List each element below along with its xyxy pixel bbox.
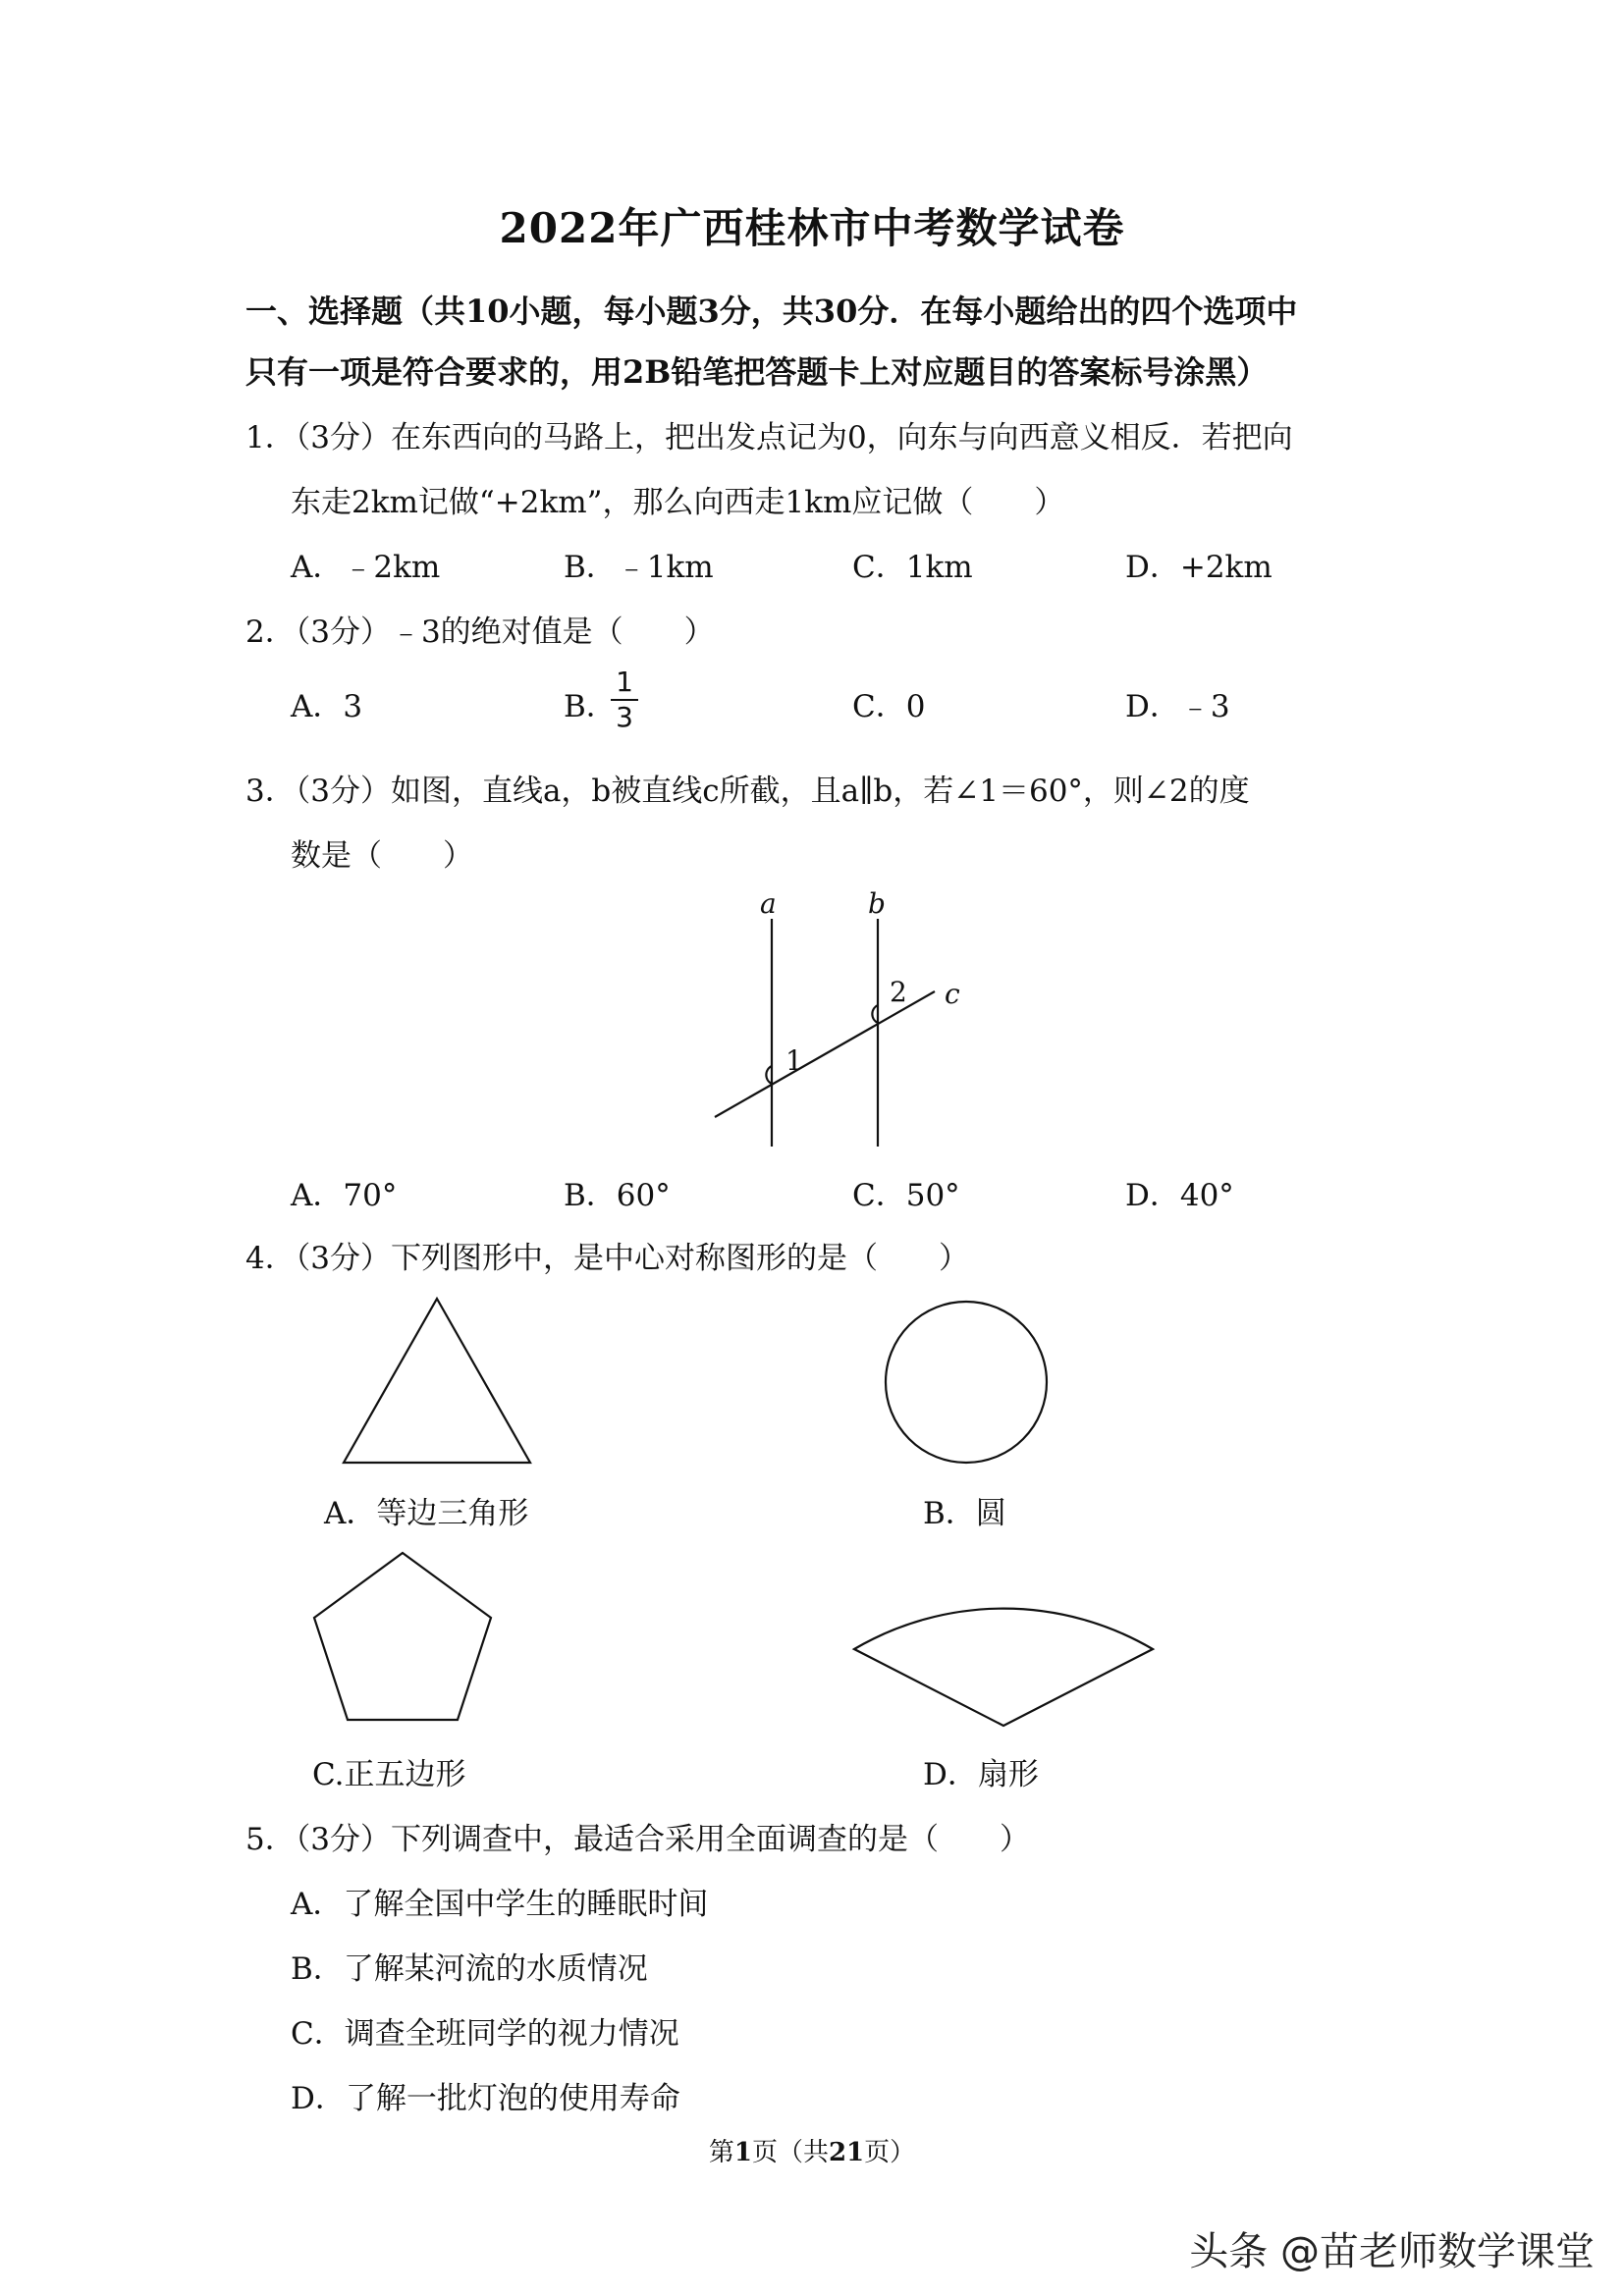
- q2-option-b: B．: [564, 689, 617, 724]
- q5-option-c: C．调查全班同学的视力情况: [291, 2016, 679, 2052]
- sector-shape: [854, 1609, 1153, 1726]
- q1-option-c: C．1km: [852, 550, 973, 585]
- q3-option-d: D．40°: [1125, 1178, 1234, 1213]
- q4-option-c: C.正五边形: [312, 1757, 466, 1792]
- q3-option-c: C．50°: [852, 1178, 960, 1213]
- pentagon-shape: [314, 1553, 491, 1720]
- fraction-denominator: 3: [616, 701, 633, 733]
- q5-option-a: A．了解全国中学生的睡眠时间: [291, 1887, 709, 1922]
- q1-stem-line1: 1．（3分）在东西向的马路上，把出发点记为0，向东与向西意义相反．若把向: [245, 420, 1293, 455]
- equilateral-triangle-figure: [334, 1294, 540, 1470]
- regular-pentagon-figure: [306, 1543, 499, 1730]
- q2-option-a: A．3: [291, 689, 363, 724]
- q1-stem-line2: 东走2km记做“+2km”，那么向西走1km应记做（ ）: [291, 485, 1065, 520]
- footer-suffix: 页）: [864, 2138, 916, 2167]
- q1-option-d: D．+2km: [1125, 550, 1272, 585]
- q3-option-b: B．60°: [564, 1178, 671, 1213]
- q5-stem: 5．（3分）下列调查中，最适合采用全面调查的是（ ）: [245, 1822, 1030, 1857]
- circle-shape: [886, 1302, 1047, 1463]
- q4-option-a: A．等边三角形: [324, 1496, 529, 1531]
- watermark: 头条 @苗老师数学课堂: [1189, 2229, 1595, 2274]
- page-footer: [0, 2132, 1624, 2168]
- q2-stem: 2．（3分）﹣3的绝对值是（ ）: [245, 614, 715, 650]
- footer-page-number: 1: [733, 2138, 752, 2167]
- q2-option-d: D．﹣3: [1125, 689, 1230, 724]
- q3-stem-line1: 3．（3分）如图，直线a，b被直线c所截，且a∥b，若∠1＝60°，则∠2的度: [245, 774, 1250, 809]
- label-a: a: [760, 887, 777, 920]
- circle-figure: [880, 1296, 1056, 1472]
- q1-option-a: A．﹣2km: [291, 550, 441, 585]
- q3-parallel-lines-figure: [687, 883, 982, 1158]
- fraction-numerator: 1: [616, 666, 633, 698]
- q4-option-d: D．扇形: [923, 1757, 1039, 1792]
- q5-option-b: B．了解某河流的水质情况: [291, 1951, 648, 1987]
- q3-option-a: A．70°: [291, 1178, 398, 1213]
- sector-figure: [846, 1575, 1161, 1732]
- label-b: b: [868, 887, 886, 920]
- label-angle-1: 1: [785, 1044, 803, 1077]
- q2-option-c: C．0: [852, 689, 926, 724]
- q4-stem: 4．（3分）下列图形中，是中心对称图形的是（ ）: [245, 1241, 969, 1276]
- q1-option-b: B．﹣1km: [564, 550, 714, 585]
- footer-middle: 页（共: [751, 2138, 829, 2167]
- label-angle-2: 2: [890, 976, 907, 1008]
- section-heading-line1: 一、选择题（共10小题，每小题3分，共30分．在每小题给出的四个选项中: [245, 293, 1298, 330]
- q2-option-b-fraction: [611, 667, 638, 732]
- label-c: c: [945, 978, 960, 1010]
- triangle-shape: [344, 1299, 530, 1463]
- footer-prefix: 第: [708, 2138, 734, 2167]
- line-c: [715, 991, 935, 1117]
- section-heading-line2: 只有一项是符合要求的，用2B铅笔把答题卡上对应题目的答案标号涂黑）: [245, 353, 1269, 391]
- q4-option-b: B．圆: [923, 1496, 1006, 1531]
- q5-option-d: D．了解一批灯泡的使用寿命: [291, 2081, 680, 2116]
- page-title: 2022年广西桂林市中考数学试卷: [499, 204, 1125, 252]
- q3-stem-line2: 数是（ ）: [291, 838, 473, 874]
- footer-total-pages: 21: [828, 2138, 865, 2167]
